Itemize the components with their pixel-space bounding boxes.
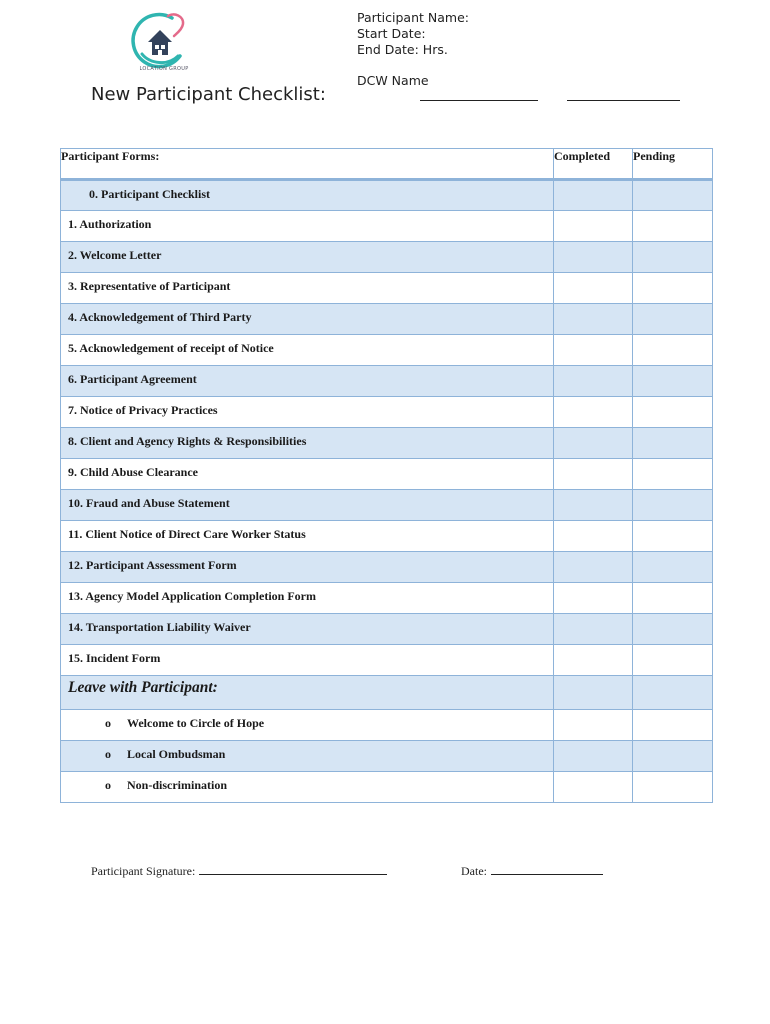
completed-cell[interactable] — [554, 397, 633, 428]
pending-cell[interactable] — [633, 180, 713, 211]
completed-cell[interactable] — [554, 366, 633, 397]
signature-line[interactable] — [199, 874, 387, 875]
leave-item-label: Non-discrimination — [127, 778, 228, 792]
form-name: 0. Participant Checklist — [61, 180, 554, 211]
form-name: 15. Incident Form — [61, 645, 554, 676]
table-row — [61, 242, 713, 273]
section-title: Leave with Participant: — [61, 676, 554, 710]
start-date-label: Start Date: — [357, 26, 426, 41]
completed-cell[interactable] — [554, 428, 633, 459]
completed-cell[interactable] — [554, 614, 633, 645]
bullet-icon: o — [105, 716, 111, 730]
table-row — [61, 583, 713, 614]
table-row — [61, 273, 713, 304]
pending-cell[interactable] — [633, 741, 713, 772]
table-row — [61, 304, 713, 335]
leave-item — [61, 741, 554, 772]
table-row — [61, 180, 713, 211]
form-name: 9. Child Abuse Clearance — [61, 459, 554, 490]
completed-cell[interactable] — [554, 242, 633, 273]
bullet-icon: o — [105, 747, 111, 761]
bullet-icon: o — [105, 778, 111, 792]
table-row — [61, 428, 713, 459]
signature-label: Participant Signature: — [91, 864, 196, 878]
completed-cell[interactable] — [554, 304, 633, 335]
form-name: 4. Acknowledgement of Third Party — [61, 304, 554, 335]
form-name: 7. Notice of Privacy Practices — [61, 397, 554, 428]
participant-fields — [357, 10, 469, 58]
pending-cell[interactable] — [633, 335, 713, 366]
dcw-name-line[interactable] — [420, 100, 538, 101]
form-name: 13. Agency Model Application Completion Form — [61, 583, 554, 614]
table-row — [61, 490, 713, 521]
date-line[interactable] — [491, 874, 603, 875]
pending-cell[interactable] — [633, 645, 713, 676]
completed-column-header: Completed — [554, 149, 633, 180]
section-row — [61, 676, 713, 710]
completed-cell[interactable] — [554, 273, 633, 304]
pending-cell[interactable] — [633, 552, 713, 583]
form-name: 10. Fraud and Abuse Statement — [61, 490, 554, 521]
table-row — [61, 521, 713, 552]
pending-cell[interactable] — [633, 459, 713, 490]
form-name: 5. Acknowledgement of receipt of Notice — [61, 335, 554, 366]
pending-cell[interactable] — [633, 710, 713, 741]
completed-cell[interactable] — [554, 772, 633, 803]
pending-cell[interactable] — [633, 521, 713, 552]
pending-cell[interactable] — [633, 397, 713, 428]
pending-cell[interactable] — [633, 273, 713, 304]
form-name: 11. Client Notice of Direct Care Worker Status — [61, 521, 554, 552]
table-row — [61, 335, 713, 366]
pending-cell[interactable] — [633, 490, 713, 521]
pending-cell[interactable] — [633, 583, 713, 614]
table-row — [61, 710, 713, 741]
table-header-row — [61, 149, 713, 180]
completed-cell[interactable] — [554, 490, 633, 521]
completed-cell[interactable] — [554, 521, 633, 552]
form-name: 12. Participant Assessment Form — [61, 552, 554, 583]
pending-cell — [633, 676, 713, 710]
table-row — [61, 552, 713, 583]
completed-cell[interactable] — [554, 335, 633, 366]
completed-cell[interactable] — [554, 459, 633, 490]
completed-cell[interactable] — [554, 583, 633, 614]
pending-cell[interactable] — [633, 304, 713, 335]
leave-item-label: Welcome to Circle of Hope — [127, 716, 265, 730]
form-name: 2. Welcome Letter — [61, 242, 554, 273]
date-label: Date: — [461, 864, 487, 878]
logo-caption: LOCATION GROUP — [139, 66, 189, 72]
completed-cell[interactable] — [554, 741, 633, 772]
completed-cell[interactable] — [554, 211, 633, 242]
forms-column-header: Participant Forms: — [61, 149, 554, 180]
table-row — [61, 366, 713, 397]
table-row — [61, 211, 713, 242]
pending-cell[interactable] — [633, 614, 713, 645]
completed-cell[interactable] — [554, 180, 633, 211]
pending-column-header: Pending — [633, 149, 713, 180]
leave-item — [61, 710, 554, 741]
completed-cell — [554, 676, 633, 710]
pending-cell[interactable] — [633, 366, 713, 397]
table-row — [61, 645, 713, 676]
end-date-label: End Date: Hrs. — [357, 42, 448, 57]
table-row — [61, 772, 713, 803]
date-field — [461, 864, 603, 879]
leave-item — [61, 772, 554, 803]
dcw-signature-line[interactable] — [567, 100, 680, 101]
form-name: 8. Client and Agency Rights & Responsibilities — [61, 428, 554, 459]
page-title: New Participant Checklist: — [91, 84, 326, 105]
table-row — [61, 614, 713, 645]
form-name: 1. Authorization — [61, 211, 554, 242]
pending-cell[interactable] — [633, 772, 713, 803]
pending-cell[interactable] — [633, 211, 713, 242]
pending-cell[interactable] — [633, 242, 713, 273]
signature-field — [91, 864, 387, 879]
table-row — [61, 459, 713, 490]
form-name: 14. Transportation Liability Waiver — [61, 614, 554, 645]
checklist-table — [60, 148, 713, 803]
participant-name-label: Participant Name: — [357, 10, 469, 25]
form-name: 3. Representative of Participant — [61, 273, 554, 304]
completed-cell[interactable] — [554, 552, 633, 583]
dcw-name-label: DCW Name — [357, 73, 429, 88]
form-name: 6. Participant Agreement — [61, 366, 554, 397]
leave-item-label: Local Ombudsman — [127, 747, 226, 761]
pending-cell[interactable] — [633, 428, 713, 459]
table-row — [61, 397, 713, 428]
table-row — [61, 741, 713, 772]
completed-cell[interactable] — [554, 710, 633, 741]
completed-cell[interactable] — [554, 645, 633, 676]
